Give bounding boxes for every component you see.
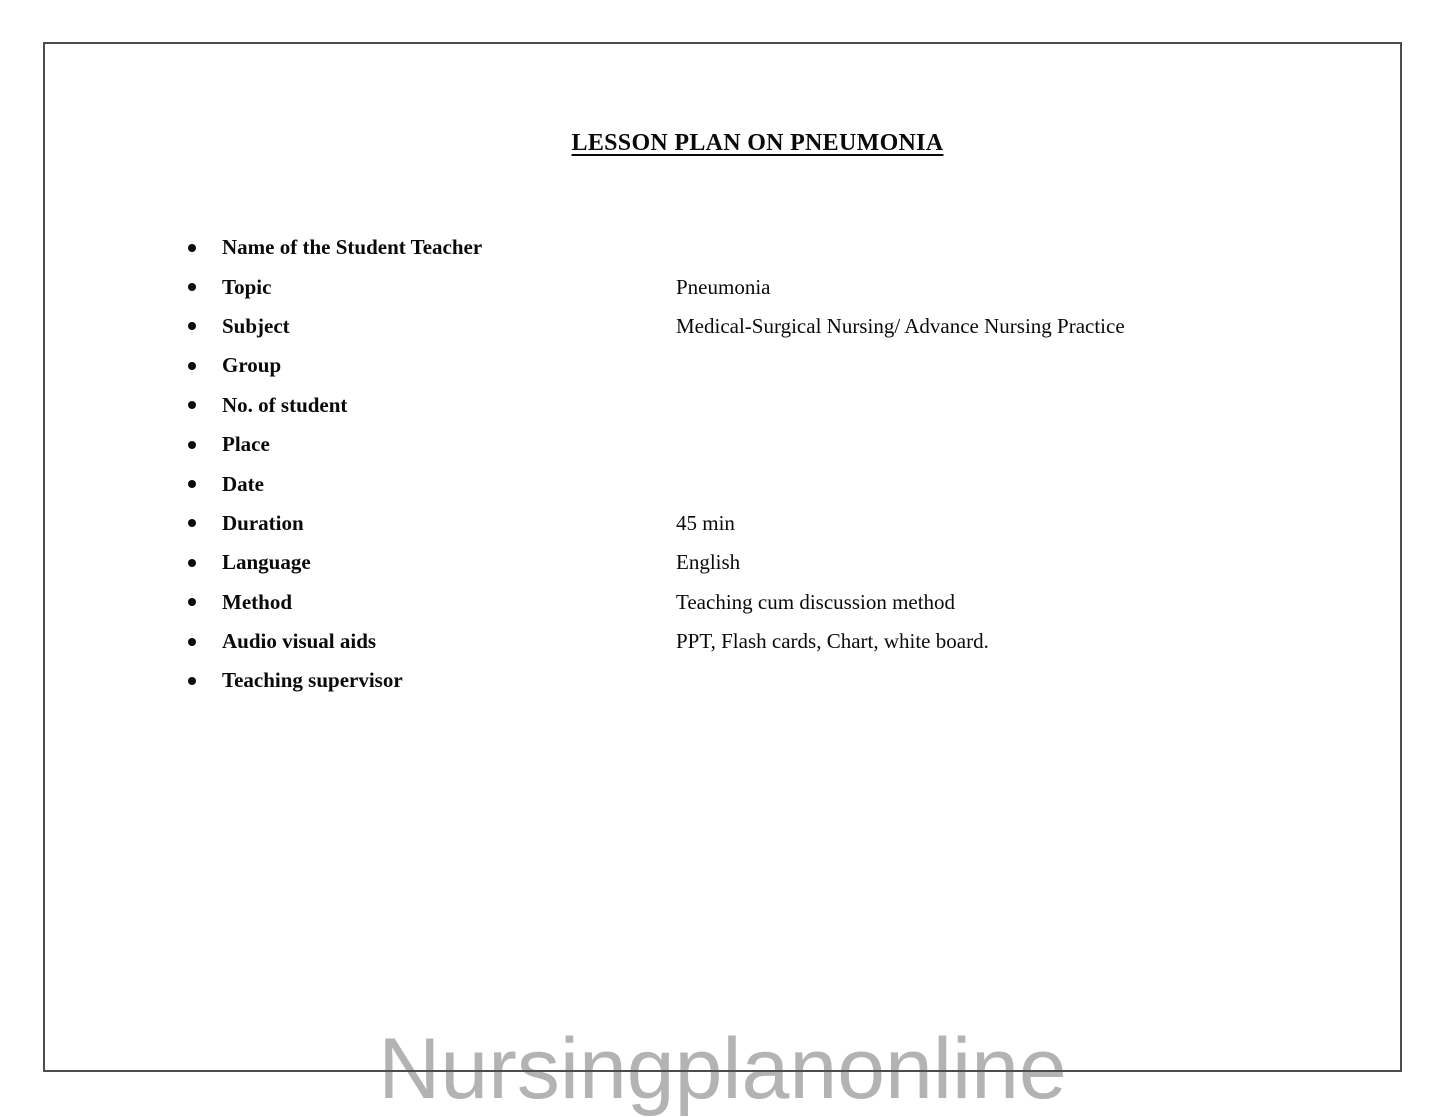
field-label: Topic — [222, 274, 272, 299]
field-value: PPT, Flash cards, Chart, white board. — [676, 629, 989, 654]
bullet-icon — [188, 677, 196, 685]
list-item — [184, 583, 956, 622]
field-label: Name of the Student Teacher — [222, 235, 483, 260]
list-item — [184, 346, 482, 385]
bullet-icon — [188, 441, 196, 449]
field-label: Teaching supervisor — [222, 668, 403, 693]
field-label: Date — [222, 471, 264, 496]
list-item — [184, 425, 482, 464]
field-value: Pneumonia — [676, 274, 771, 299]
watermark-text: Nursingplanonline — [378, 1021, 1067, 1117]
bullet-icon — [188, 519, 196, 527]
list-item — [184, 622, 989, 661]
list-item — [184, 464, 482, 503]
list-item — [184, 386, 482, 425]
field-value: Teaching cum discussion method — [676, 589, 956, 614]
bullet-icon — [188, 559, 196, 567]
list-item — [184, 661, 482, 700]
field-label: Audio visual aids — [222, 629, 377, 654]
field-list — [184, 228, 1125, 701]
field-label: Place — [222, 432, 270, 457]
bullet-icon — [188, 322, 196, 330]
list-item — [184, 267, 771, 306]
field-label: No. of student — [222, 392, 348, 417]
list-item — [184, 307, 1125, 346]
field-value: English — [676, 550, 741, 575]
list-item — [184, 228, 482, 267]
field-value: Medical-Surgical Nursing/ Advance Nursing Practice — [676, 313, 1125, 338]
field-value: 45 min — [676, 510, 735, 535]
field-label: Method — [222, 589, 292, 614]
title-container — [43, 130, 1402, 157]
bullet-icon — [188, 244, 196, 252]
field-label: Subject — [222, 313, 290, 338]
bullet-icon — [188, 401, 196, 409]
bullet-icon — [188, 283, 196, 291]
bullet-icon — [188, 362, 196, 370]
field-label: Language — [222, 550, 311, 575]
list-item — [184, 504, 735, 543]
bullet-icon — [188, 598, 196, 606]
field-label: Group — [222, 353, 282, 378]
bullet-icon — [188, 638, 196, 646]
list-item — [184, 543, 741, 582]
page-title: LESSON PLAN ON PNEUMONIA — [571, 130, 944, 156]
bullet-icon — [188, 480, 196, 488]
field-label: Duration — [222, 510, 304, 535]
